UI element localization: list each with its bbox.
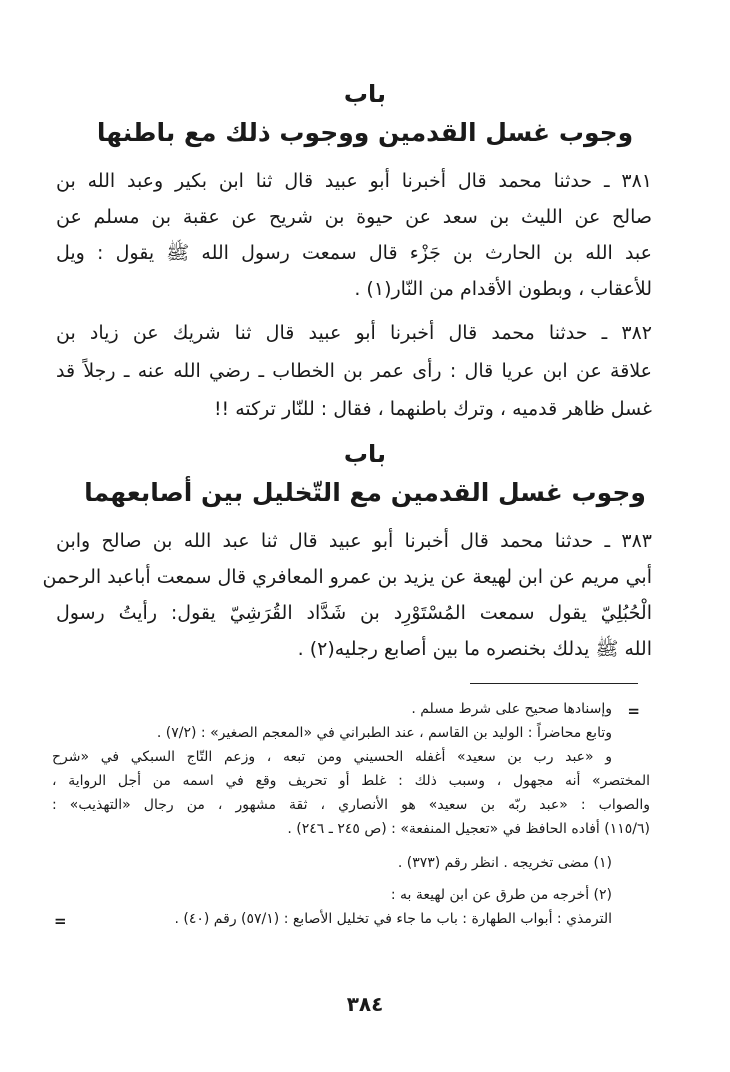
continuation-mark: = [627, 702, 640, 720]
footnote-continued-line: (١١٥/٦) أفاده الحافظ في «تعجيل المنفعة» : (ص ٢٤٥ ـ ٢٤٦) . [287, 821, 650, 837]
footnote-continued-line: والصواب : «عبد ربّه بن سعيد» هو الأنصاري ، ثقة مشهور ، من رجال «التهذيب» : [52, 797, 650, 813]
footnote-2-line: الترمذي : أبواب الطهارة : باب ما جاء في تخليل الأصابع : (٥٧/١) رقم (٤٠) . [174, 911, 612, 927]
continues-mark: = [54, 912, 67, 930]
hadith-383-line: أبي مريم عن ابن لهيعة عن يزيد بن عمرو المعافري قال سمعت أباعبد الرحمن [42, 566, 652, 588]
hadith-381-line: عبد الله بن الحارث بن جَزْء قال سمعت رسول الله ﷺ يقول : ويل [56, 242, 652, 264]
hadith-382-line: غسل ظاهر قدميه ، وترك باطنهما ، فقال : للنّار تركته !! [213, 398, 652, 420]
hadith-382-line: علاقة عن ابن عريا قال : رأى عمر بن الخطاب ـ رضي الله عنه ـ رجلاً قد [56, 360, 652, 382]
hadith-381-line: ٣٨١ ـ حدثنا محمد قال أخبرنا أبو عبيد قال ثنا ابن بكير وعبد الله بن [56, 170, 652, 192]
hadith-383-line: الله ﷺ يدلك بخنصره ما بين أصابع رجليه(٢) . [297, 638, 652, 660]
chapter-label-1: باب [343, 80, 387, 108]
hadith-381-line: صالح عن الليث بن سعد عن حيوة بن شريح عن عقبة بن مسلم عن [56, 206, 652, 228]
footnote-1: (١) مضى تخريجه . انظر رقم (٣٧٣) . [397, 855, 612, 871]
footnote-separator [470, 683, 638, 684]
footnote-continued-line: و «عبد رب بن سعيد» أغفله الحسيني ومن تبعه ، وزعم التّاج السبكي في «شرح [52, 749, 612, 765]
hadith-383-line: ٣٨٣ ـ حدثنا محمد قال أخبرنا أبو عبيد قال ثنا عبد الله بن صالح وابن [56, 530, 652, 552]
page-number: ٣٨٤ [346, 992, 384, 1016]
hadith-383-line: الْحُبُلِيّ يقول سمعت المُسْتَوْرِد بن شَدَّاد القُرَشِيّ يقول: رأيتُ رسول [56, 602, 652, 624]
footnote-continued-line: وإسنادها صحيح على شرط مسلم . [411, 701, 612, 717]
footnote-continued-line: وتابع محاضراً : الوليد بن القاسم ، عند الطبراني في «المعجم الصغير» : (٧/٢) . [156, 725, 612, 741]
chapter-label-2: باب [343, 440, 387, 468]
hadith-381-line: للأعقاب ، وبطون الأقدام من النّار(١) . [354, 278, 652, 300]
footnote-2-line: (٢) أخرجه من طرق عن ابن لهيعة به : [390, 887, 612, 903]
chapter-title-2: وجوب غسل القدمين مع التّخليل بين أصابعهما [84, 478, 646, 507]
hadith-382-line: ٣٨٢ ـ حدثنا محمد قال أخبرنا أبو عبيد قال ثنا شريك عن زياد بن [56, 322, 652, 344]
footnote-continued-line: المختصر» أنه مجهول ، وسبب ذلك : غلط أو تحريف وقع في اسمه من أجل الرواية ، [52, 773, 650, 789]
chapter-title-1: وجوب غسل القدمين ووجوب ذلك مع باطنها [96, 118, 634, 147]
